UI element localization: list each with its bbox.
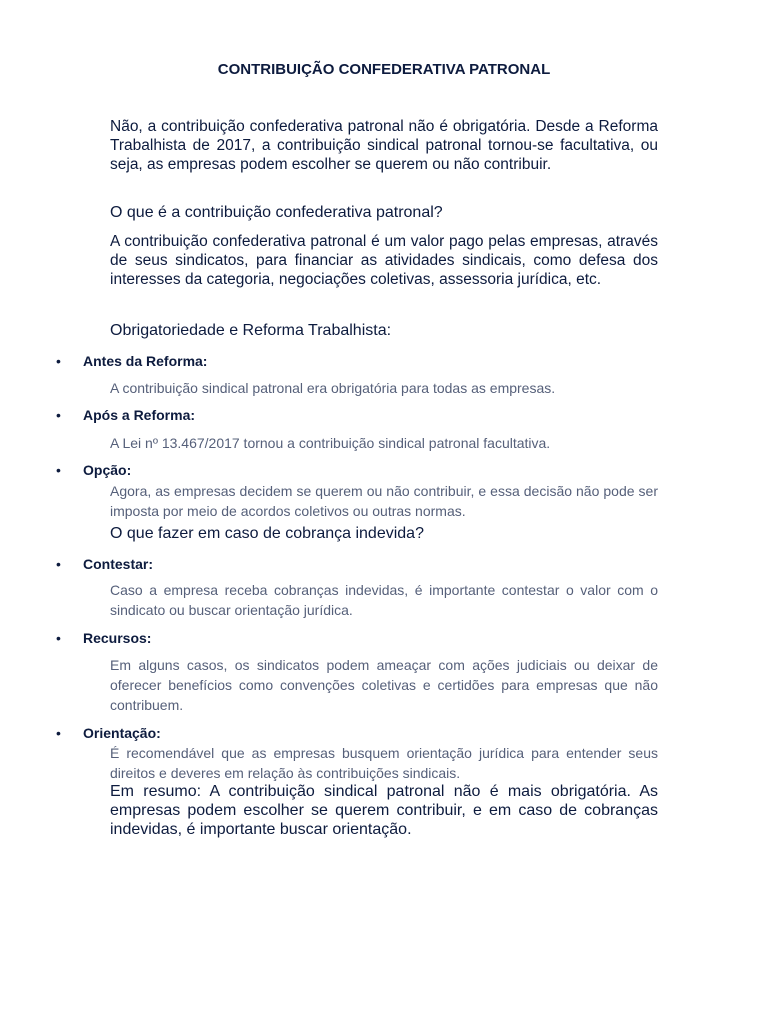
list-item-contest — [56, 554, 666, 574]
bullet-icon: • — [56, 462, 61, 478]
list-item-before-reform — [56, 351, 666, 371]
definition-paragraph: A contribuição confederativa patronal é um valor pago pelas empresas, através de seus sindicatos, para financiar as atividades sindicais, como defesa dos interesses da categoria, negociações coletivas, assessoria jurídica, etc. — [110, 233, 658, 288]
section-heading-undue-charge: O que fazer em caso de cobrança indevida? — [110, 525, 424, 542]
list-item-label: Recursos: — [83, 630, 152, 646]
bullet-icon: • — [56, 725, 61, 741]
list-item-label: Contestar: — [83, 556, 154, 572]
document-title: CONTRIBUIÇÃO CONFEDERATIVA PATRONAL — [217, 61, 551, 78]
list-item-text: Caso a empresa receba cobranças indevidas, é importante contestar o valor com o sindicato ou buscar orientação jurídica. — [110, 582, 658, 618]
intro-paragraph: Não, a contribuição confederativa patronal não é obrigatória. Desde a Reforma Trabalhista de 2017, a contribuição sindical patronal tornou-se facultativa, ou seja, as empresas podem escolher se querem ou não contribuir. — [110, 118, 658, 173]
question-heading-definition: O que é a contribuição confederativa patronal? — [110, 204, 443, 221]
list-item-label: Orientação: — [83, 725, 161, 741]
list-item-text: A Lei nº 13.467/2017 tornou a contribuição sindical patronal facultativa. — [110, 435, 551, 451]
list-item-after-reform — [56, 405, 666, 425]
list-item-text: É recomendável que as empresas busquem orientação jurídica para entender seus direitos e deveres em relação às contribuições sindicais. — [110, 745, 658, 781]
list-item-resources — [56, 628, 666, 648]
summary-paragraph: Em resumo: A contribuição sindical patronal não é mais obrigatória. As empresas podem escolher se querem contribuir, e em caso de cobranças indevidas, é importante buscar orientação. — [110, 783, 658, 838]
bullet-icon: • — [56, 353, 61, 369]
section-heading-obligation: Obrigatoriedade e Reforma Trabalhista: — [110, 322, 392, 339]
bullet-icon: • — [56, 630, 61, 646]
bullet-icon: • — [56, 407, 61, 423]
list-item-option — [56, 460, 666, 480]
bullet-icon: • — [56, 556, 61, 572]
list-item-label: Antes da Reforma: — [83, 353, 208, 369]
list-item-label: Após a Reforma: — [83, 407, 196, 423]
list-item-guidance — [56, 723, 666, 743]
list-item-text: Agora, as empresas decidem se querem ou não contribuir, e essa decisão não pode ser imposta por meio de acordos coletivos ou outras normas. — [110, 483, 658, 519]
list-item-label: Opção: — [83, 462, 132, 478]
list-item-text: Em alguns casos, os sindicatos podem ameaçar com ações judiciais ou deixar de oferecer benefícios como convenções coletivas e certidões para empresas que não contribuem. — [110, 657, 658, 713]
list-item-text: A contribuição sindical patronal era obrigatória para todas as empresas. — [110, 380, 556, 396]
